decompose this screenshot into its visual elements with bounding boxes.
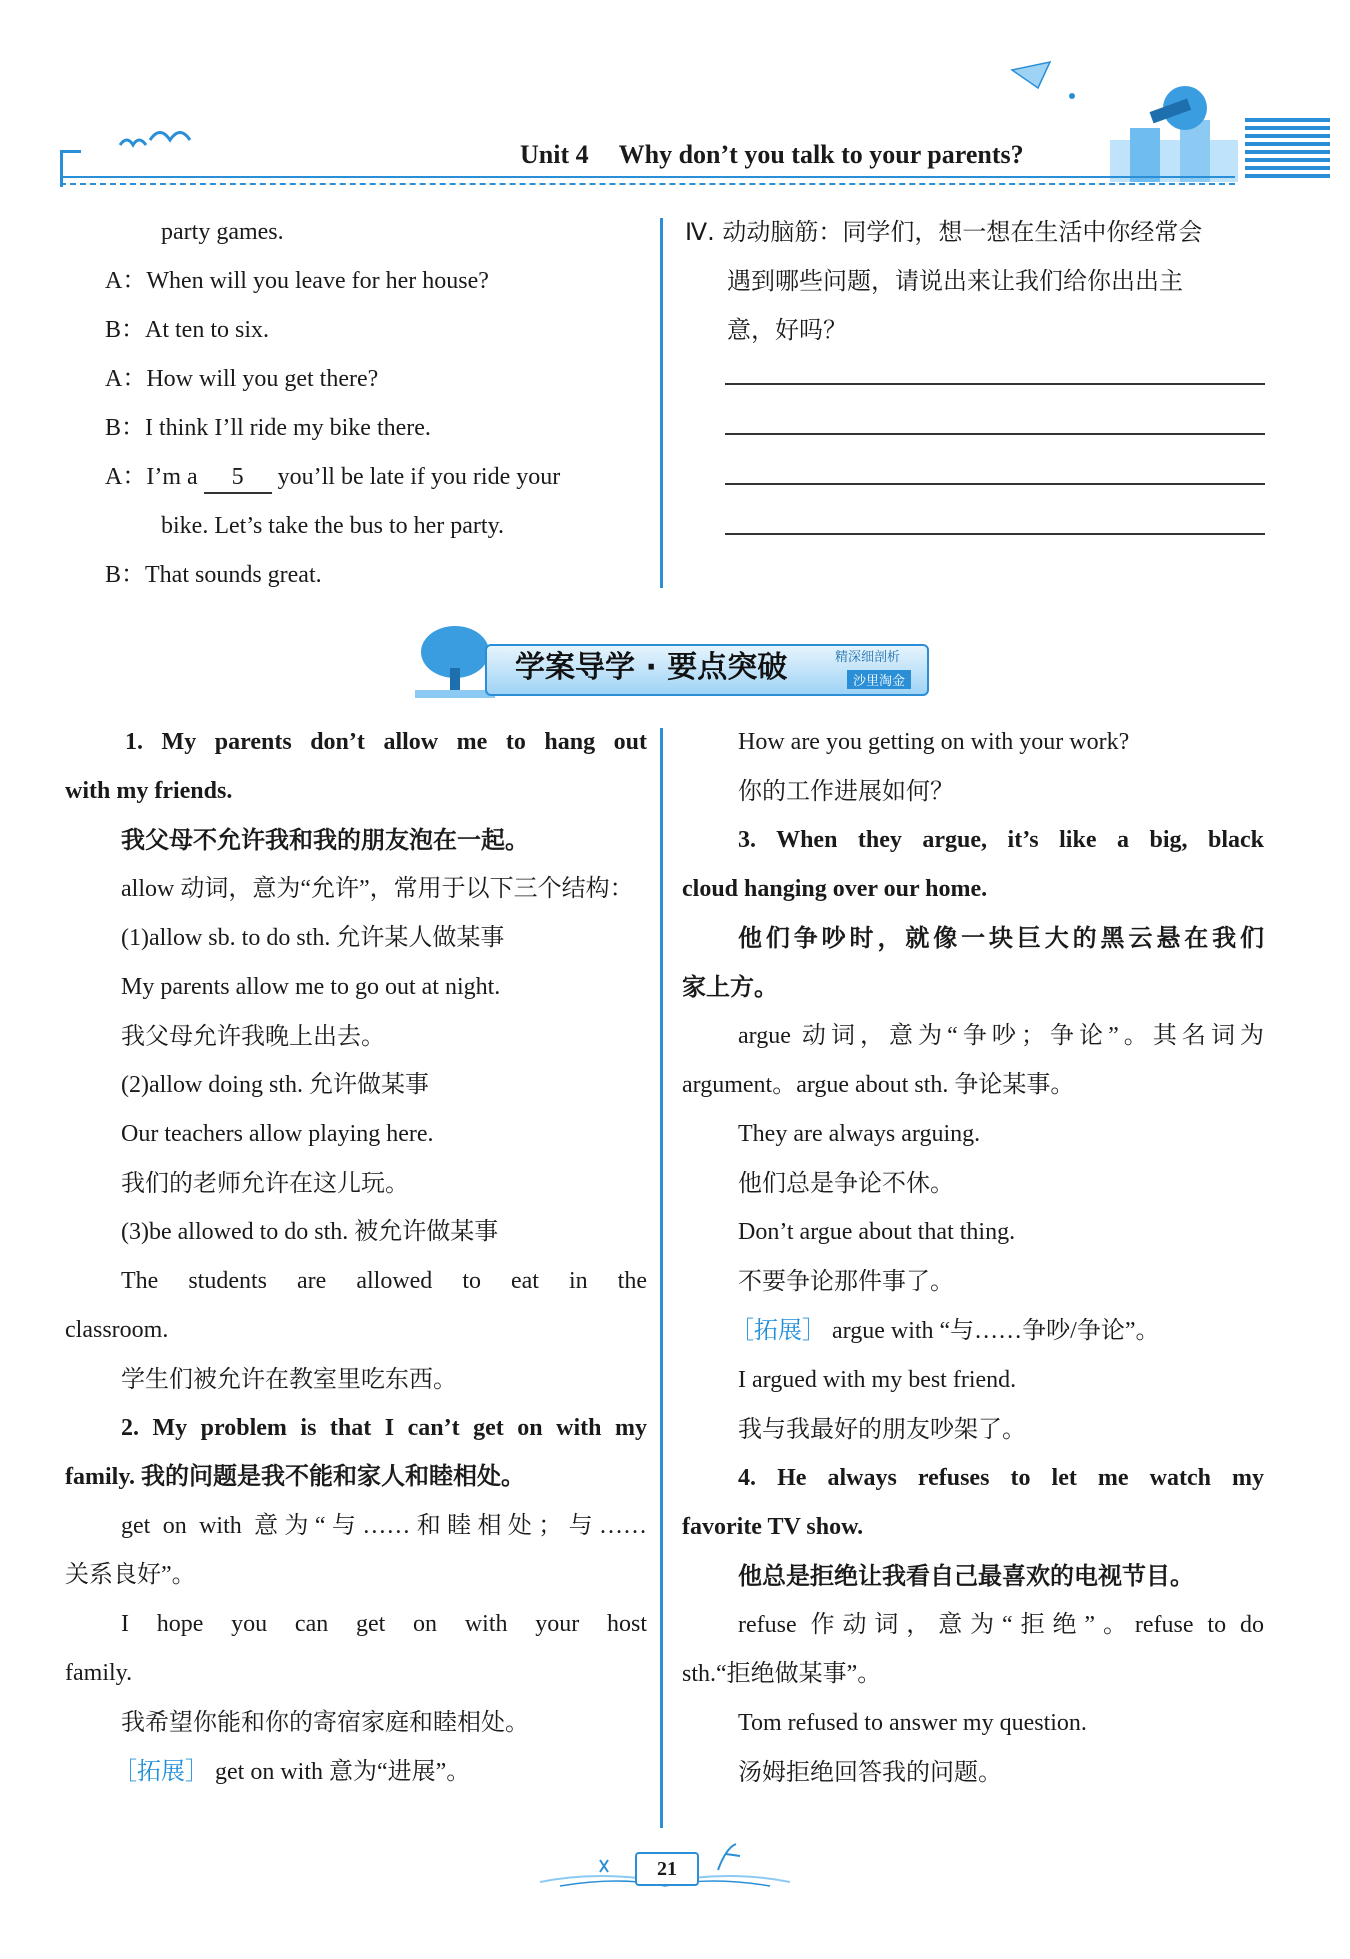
banner-title: 学案导学 · 要点突破 <box>515 650 788 685</box>
question-line: Ⅳ. 动动脑筋：同学们，想一想在生活中你经常会 <box>685 218 1203 246</box>
right-column <box>682 718 1264 1797</box>
argue-note-cont: argument。argue about sth. 争论某事。 <box>682 1072 1075 1098</box>
dialogue-line: B：At ten to six. <box>105 317 270 343</box>
answer-line[interactable] <box>725 383 1265 385</box>
header-corner <box>60 150 81 187</box>
point-1-heading-cont: with my friends. <box>65 778 233 804</box>
unit-title: Why don’t you talk to your parents? <box>618 140 1024 169</box>
banner-sub2: 沙里淘金 <box>847 670 911 689</box>
extension-note <box>682 1306 1264 1356</box>
point-3-heading-cont: cloud hanging over our home. <box>682 876 988 902</box>
example-cont: classroom. <box>65 1317 169 1343</box>
answer-lines <box>685 383 1265 535</box>
extension-tag: ［拓展］ <box>730 1316 826 1344</box>
tree-icon <box>415 624 495 700</box>
telescope-icon <box>1110 80 1240 185</box>
example: How are you getting on with your work? <box>738 729 1130 755</box>
blank-line-post: you’ll be late if you ride your <box>277 464 561 490</box>
example: Tom refused to answer my question. <box>738 1710 1087 1736</box>
column-divider-bottom <box>660 728 663 1828</box>
dialogue-line-with-blank <box>105 453 650 502</box>
answer-line[interactable] <box>725 483 1265 485</box>
header-rule <box>60 176 1235 178</box>
example-cont: family. <box>65 1660 133 1686</box>
structure-2: (2)allow doing sth. 允许做某事 <box>121 1072 429 1098</box>
question-iv <box>685 208 1265 535</box>
example: Don’t argue about that thing. <box>738 1219 1016 1245</box>
dialogue-line: A：How will you get there? <box>105 366 379 392</box>
dialogue-line: B：I think I’ll ride my bike there. <box>105 415 431 441</box>
example: I hope you can get on with your host <box>121 1611 647 1637</box>
example-translation: 我希望你能和你的寄宿家庭和睦相处。 <box>121 1708 529 1736</box>
extension-text: argue with “与……争吵/争论”。 <box>832 1318 1160 1344</box>
point-4-heading: 4. He always refuses to let me watch my <box>738 1465 1264 1491</box>
point-1-translation: 我父母不允许我和我的朋友泡在一起。 <box>121 826 529 854</box>
extension-note <box>65 1747 647 1797</box>
example-translation: 我父母允许我晚上出去。 <box>121 1022 385 1050</box>
refuse-note: refuse 作动词，意为“拒绝”。refuse to do <box>738 1612 1264 1638</box>
point-4-translation: 他总是拒绝让我看自己最喜欢的电视节目。 <box>738 1562 1194 1590</box>
unit-label: Unit 4 <box>520 140 589 169</box>
answer-line[interactable] <box>725 433 1265 435</box>
geton-note: get on with 意为“与……和睦相处；与…… <box>121 1513 647 1539</box>
point-3-heading: 3. When they argue, it’s like a big, black <box>738 827 1264 853</box>
seagulls-icon <box>115 125 195 165</box>
page-footer <box>540 1840 790 1900</box>
structure-1: (1)allow sb. to do sth. 允许某人做某事 <box>121 925 505 951</box>
example-translation: 你的工作进展如何？ <box>738 777 954 805</box>
section-banner <box>395 632 925 700</box>
example-translation: 他们总是争论不休。 <box>738 1169 954 1197</box>
point-1-heading: 1. My parents don’t allow me to hang out <box>125 729 647 755</box>
point-4-heading-cont: favorite TV show. <box>682 1514 864 1540</box>
example-translation: 我与我最好的朋友吵架了。 <box>738 1415 1026 1443</box>
left-column <box>65 718 647 1797</box>
point-2-heading: 2. My problem is that I can’t get on with my <box>121 1415 647 1441</box>
blank-5: 5 <box>204 462 272 494</box>
example-translation: 不要争论那件事了。 <box>738 1267 954 1295</box>
allow-note: allow 动词，意为“允许”，常用于以下三个结构： <box>121 876 634 902</box>
column-divider-top <box>660 218 663 588</box>
paper-plane-icon <box>1010 60 1080 100</box>
point-3-translation: 他们争吵时，就像一块巨大的黑云悬在我们 <box>738 924 1264 952</box>
dialogue-line: party games. <box>161 219 284 245</box>
header-dashed-rule <box>60 183 1235 185</box>
dialogue-line: B：That sounds great. <box>105 562 322 588</box>
example: Our teachers allow playing here. <box>121 1121 434 1147</box>
example: The students are allowed to eat in the <box>121 1268 647 1294</box>
blank-line-pre: A：I’m a <box>105 464 198 490</box>
extension-text: get on with 意为“进展”。 <box>215 1759 471 1785</box>
example-translation: 汤姆拒绝回答我的问题。 <box>738 1758 1002 1786</box>
banner-sub1: 精深细剖析 <box>835 650 901 665</box>
example-translation: 我们的老师允许在这儿玩。 <box>121 1169 409 1197</box>
argue-note: argue 动词，意为“争吵；争论”。其名词为 <box>738 1023 1264 1049</box>
question-line: 遇到哪些问题，请说出来让我们给你出出主 <box>727 267 1183 295</box>
example: They are always arguing. <box>738 1121 981 1147</box>
extension-tag: ［拓展］ <box>113 1757 209 1785</box>
question-line: 意，好吗？ <box>727 316 847 344</box>
geton-note-cont: 关系良好”。 <box>65 1562 196 1588</box>
running-title <box>520 140 1110 170</box>
refuse-note-cont: sth.“拒绝做某事”。 <box>682 1661 882 1687</box>
header-stripes <box>1245 118 1330 184</box>
dialogue-line: bike. Let’s take the bus to her party. <box>161 513 505 539</box>
point-3-translation-cont: 家上方。 <box>682 973 778 1001</box>
point-2-heading-cont: family. 我的问题是我不能和家人和睦相处。 <box>65 1464 525 1490</box>
example: My parents allow me to go out at night. <box>121 974 501 1000</box>
dialogue-line: A：When will you leave for her house? <box>105 268 489 294</box>
example-translation: 学生们被允许在教室里吃东西。 <box>121 1365 457 1393</box>
example: I argued with my best friend. <box>738 1367 1017 1393</box>
page-number: 21 <box>635 1852 699 1886</box>
structure-3: (3)be allowed to do sth. 被允许做某事 <box>121 1219 499 1245</box>
page-header <box>0 0 1350 200</box>
answer-line[interactable] <box>725 533 1265 535</box>
dialogue-section <box>105 208 650 600</box>
